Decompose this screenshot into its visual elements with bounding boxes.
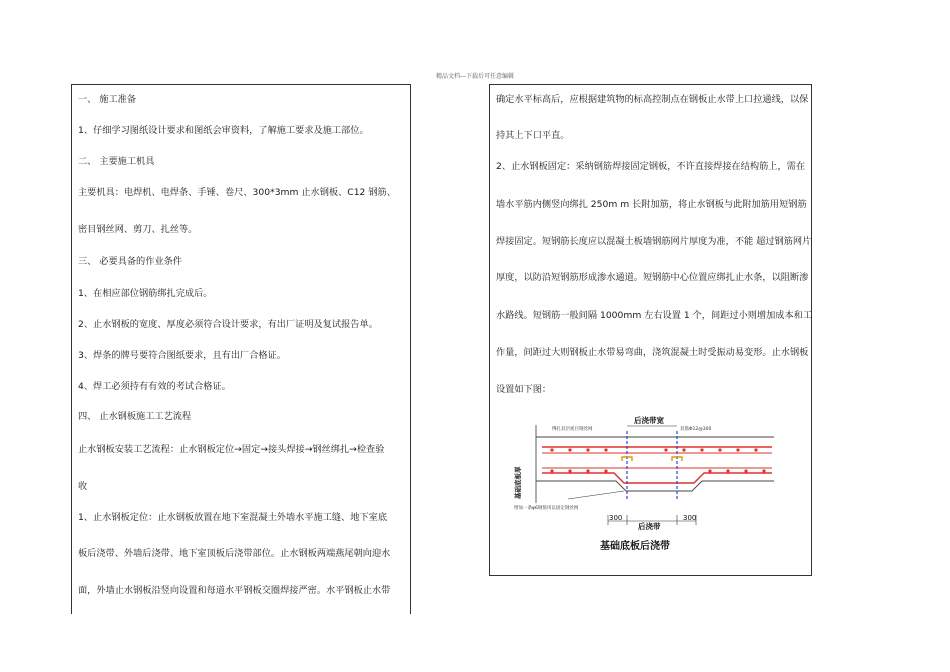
text-line: 持其上下口平直。 — [496, 130, 570, 141]
text-line: 1、在相应部位钢筋绑扎完成后。 — [78, 288, 213, 299]
text-line: 1、止水钢板定位：止水钢板放置在地下室混凝土外墙水平施工缝、地下室底 — [78, 512, 388, 523]
text-line: 收 — [78, 481, 88, 492]
text-line: 3、焊条的牌号要符合图纸要求，且有出厂合格证。 — [78, 350, 286, 361]
text-line: 确定水平标高后，应根据建筑物的标高控制点在钢板止水带上口拉通线，以保 — [496, 94, 809, 105]
top-label: 后浇带宽 — [634, 416, 664, 425]
text-line: 1、仔细学习图纸设计要求和图纸会审资料，了解施工要求及施工部位。 — [78, 125, 369, 136]
text-line: 2、止水钢板固定：采纳钢筋焊接固定钢板，不许直接焊接在结构筋上，需在 — [496, 161, 806, 172]
text-line: 止水钢板安装工艺流程：止水钢板定位→固定→接头焊接→钢丝绑扎→检查验 — [78, 444, 385, 455]
text-line: 水路线。短钢筋一般间隔 1000mm 左右设置 1 个，间距过小则增加成本和工 — [496, 310, 813, 321]
page-header: 精品文档---下载后可任意编辑 — [435, 73, 515, 80]
text-line: 作量，间距过大则钢板止水带易弯曲，浇筑混凝土时受振动易变形。止水钢板 — [496, 347, 809, 358]
text-line: 面，外墙止水钢板沿竖向设置和每道水平钢板交圈焊接严密。水平钢板止水带 — [78, 585, 391, 596]
text-line: 4、焊工必须持有有效的考试合格证。 — [78, 381, 231, 392]
text-line: 厚度，以防沿短钢筋形成渗水通道。短钢筋中心位置应绑扎止水条，以阻断渗 — [496, 272, 809, 283]
text-line: 墙水平筋内侧竖向绑扎 250m m 长附加筋，将止水钢板与此附加筋用短钢筋 — [496, 199, 807, 210]
figure-caption: 基础底板后浇带 — [600, 541, 670, 552]
bottom-note: 增加一条φ6钢筋用以固定钢丝网 — [514, 506, 579, 511]
section-heading-4: 四、 止水钢板施工工艺流程 — [78, 411, 192, 422]
left-text-panel — [71, 84, 411, 614]
text-line: 密目钢丝网、剪刀、扎丝等。 — [78, 224, 198, 235]
text-line: 主要机具：电焊机、电焊条、手锤、卷尺、300*3mm 止水钢板、C12 钢筋、 — [78, 187, 396, 198]
text-line: 设置如下图： — [496, 384, 552, 395]
left-note: 绑扎双层密目钢丝网 — [552, 427, 593, 432]
text-line: 2、止水钢板的宽度、厚度必须符合设计要求，有出厂证明及复试报告单。 — [78, 319, 378, 330]
rebar-dots — [550, 448, 765, 472]
leader-line — [568, 491, 624, 499]
side-label: 基础底板厚 — [514, 466, 522, 499]
right-note: 双筋Φ12@300 — [680, 427, 712, 432]
dim-mid: 后浇带 — [638, 522, 661, 531]
section-heading-2: 二、 主要施工机具 — [78, 156, 155, 167]
section-heading-1: 一、 施工准备 — [78, 94, 137, 105]
dim-left: 300 — [609, 514, 623, 522]
dim-right: 300 — [683, 514, 697, 522]
text-line: 焊接固定。短钢筋长度应以混凝土板墙钢筋网片厚度为准，不能 超过钢筋网片 — [496, 236, 812, 247]
bottom-rebar — [542, 473, 772, 483]
right-text-panel — [489, 84, 812, 576]
section-heading-3: 三、 必要具备的作业条件 — [78, 256, 182, 267]
post-pour-strip-diagram — [496, 411, 782, 563]
text-line: 板后浇带、外墙后浇带、地下室顶板后浇带部位。止水钢板两端燕尾朝向迎水 — [78, 548, 391, 559]
